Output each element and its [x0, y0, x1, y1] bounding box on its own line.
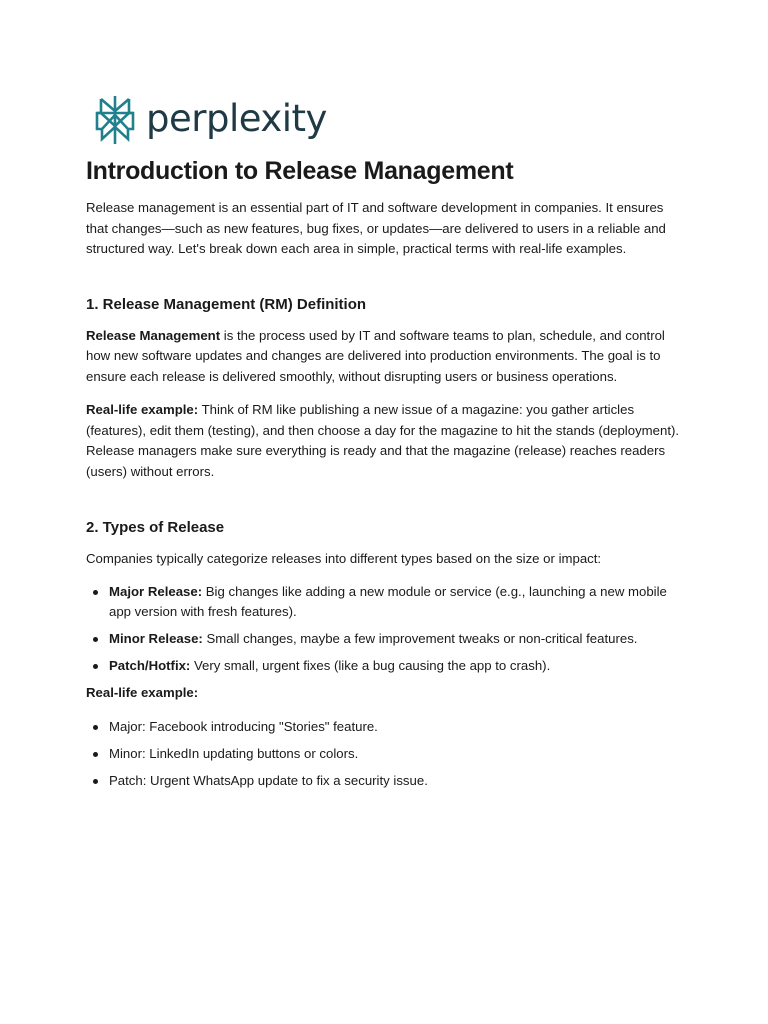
brand-logo — [94, 94, 682, 146]
list-item-label: Major Release: — [109, 583, 203, 599]
definition-example-label: Real-life example: — [86, 402, 199, 417]
definition-example-paragraph — [86, 400, 682, 482]
perplexity-logo-icon — [94, 94, 136, 146]
list-item-example-minor: Minor: LinkedIn updating buttons or colors. — [86, 744, 682, 765]
list-item-label: Patch/Hotfix: — [109, 658, 191, 673]
list-item-patch-hotfix — [86, 656, 682, 677]
types-intro-paragraph: Companies typically categorize releases into different types based on the size or impact: — [86, 551, 602, 566]
release-types-list — [86, 582, 682, 677]
definition-example-text: Think of RM like publishing a new issue of a magazine: you gather articles (features), edit them (testing), and then choose a day for the magazine to hit the stands (deployment). Release managers make sure everything is ready and that the magazine (release) reaches readers (users) without errors. — [86, 402, 680, 479]
list-item-major-release — [86, 582, 682, 623]
intro-paragraph: Release management is an essential part of IT and software development in companies. It ensures that changes—such as new features, bug fixes, or updates—are delivered to users in a reliable and structured way. Let's break down each area in simple, practical terms with real-life examples. — [86, 200, 666, 256]
types-example-label-text: Real-life example: — [86, 685, 199, 700]
definition-text: is the process used by IT and software teams to plan, schedule, and control how new software updates and changes are delivered into production environments. The goal is to ensure each release is delivered smoothly, without disrupting users or business operations. — [86, 327, 665, 384]
brand-wordmark: perplexity — [146, 96, 327, 140]
list-item-minor-release — [86, 629, 682, 650]
section-heading-types: 2. Types of Release — [86, 519, 225, 536]
release-examples-list — [86, 717, 682, 792]
list-item-example-major: Major: Facebook introducing "Stories" feature. — [86, 717, 682, 738]
document-title: Introduction to Release Management — [86, 157, 514, 185]
types-example-label — [86, 683, 682, 704]
list-item-example-patch: Patch: Urgent WhatsApp update to fix a security issue. — [86, 771, 682, 792]
definition-bold-term: Release Management — [86, 327, 221, 343]
list-item-text: Very small, urgent fixes (like a bug causing the app to crash). — [190, 658, 551, 673]
list-item-label: Minor Release: — [109, 631, 203, 646]
list-item-text: Small changes, maybe a few improvement tweaks or non-critical features. — [202, 631, 638, 646]
list-item-text: Big changes like adding a new module or service (e.g., launching a new mobile app version with fresh features). — [109, 583, 667, 619]
definition-paragraph — [86, 326, 682, 388]
section-heading-definition: 1. Release Management (RM) Definition — [86, 295, 367, 313]
